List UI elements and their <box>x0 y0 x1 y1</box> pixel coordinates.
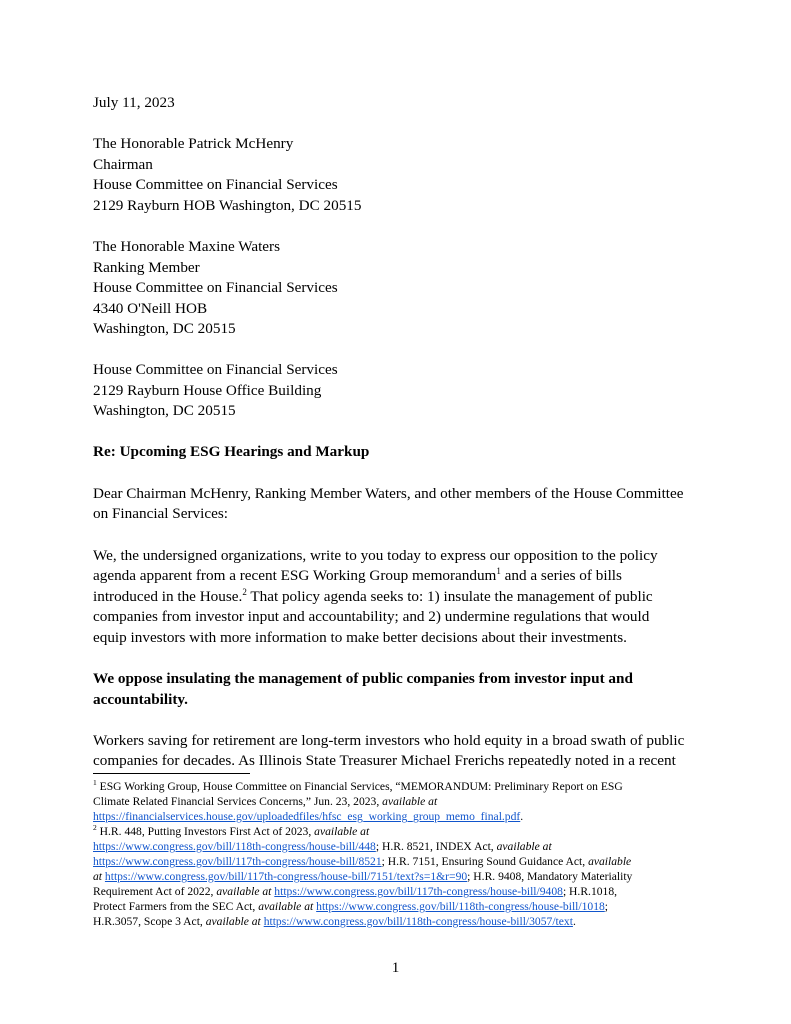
footnote-link[interactable]: https://www.congress.gov/bill/117th-congress/house-bill/8521 <box>93 855 382 868</box>
page-number: 1 <box>391 959 400 976</box>
footnote-link[interactable]: https://www.congress.gov/bill/117th-congress/house-bill/7151/text?s=1&r=90 <box>104 870 468 883</box>
footnote-link[interactable]: https://www.congress.gov/bill/118th-congress/house-bill/1018 <box>316 900 605 913</box>
footnote-link[interactable]: https://www.congress.gov/bill/118th-congress/house-bill/3057/text <box>263 915 573 928</box>
recipient-title: Chairman <box>93 156 153 173</box>
recipient-address: 4340 O'Neill HOB <box>93 300 208 317</box>
recipient-address: 2129 Rayburn HOB Washington, DC 20515 <box>93 197 362 214</box>
letter-date: July 11, 2023 <box>93 94 175 111</box>
recipient-name: The Honorable Maxine Waters <box>93 238 281 255</box>
letter-page: July 11, 2023 The Honorable Patrick McHenry Chairman House Committee on Financial Services 2129 Rayburn HOB Washington, DC 20515 The Honorable Maxine Waters Ranking Member House Committee on Financial Services 4340 O'Neill HOB Washington, DC 20515 House Committee on Financial Services 2129 Rayburn House Office Building Washington, DC 20515 Re: Upcoming ESG Hearings and Markup Dear Chairman McHenry, Ranking Member Waters, and other members of the House Committee on Financial Services: We, the undersigned organizations, write to you today to express our opposition to the policy agenda apparent from a recent ESG Working Group memorandum$^1$ and a series of bills introduced in the House.$^2$ That policy agenda seeks to: 1) insulate the management of public companies from investor input and accountability; and 2) undermine regulations that would equip investors with more information to make better decisions about their investments. We oppose insulating the management of public companies from investor input and accountability. Workers saving for retirement are long-term investors who hold equity in a broad swath of public companies for decades. As Illinois State Treasurer Michael Frerichs repeatedly noted in a recent $^1$ ESG Working Group, House Committee on Financial Services, “MEMORANDUM: Preliminary Report on ESG Climate Related Financial Services Concerns,” Jun. 23, 2023, available at https://financialservices.house.gov/uploadedfiles/hfsc_esg_working_group_memo_final.pdf. $^2$ H.R. 448, Putting Investors First Act of 2023, available at https://www.congress.gov/bill/118th-congress/house-bill/448; H.R. 8521, INDEX Act, available at https://www.congress.gov/bill/117th-congress/house-bill/8521; H.R. 7151, Ensuring Sound Guidance Act, available at https://www.congress.gov/bill/117th-congress/house-bill/7151/text?s=1&r=90; H.R. 9408, Mandatory Materiality Requirement Act of 2022, available at https://www.congress.gov/bill/117th-congress/house-bill/9408; H.R.1018, Protect Farmers from the SEC Act, available at https://www.congress.gov/bill/118th-congress/house-bill/1018; H.R.3057, Scope 3 Act, available at https://www.congress.gov/bill/118th-congress/house-bill/3057/text. 1 <box>0 0 791 1024</box>
recipient-address: Washington, DC 20515 <box>93 402 236 419</box>
recipient-title: Ranking Member <box>93 259 200 276</box>
footnote-link[interactable]: https://www.congress.gov/bill/118th-congress/house-bill/448 <box>93 840 376 853</box>
footnote-ref-2[interactable]: 2 <box>242 586 247 597</box>
recipient-name: The Honorable Patrick McHenry <box>93 135 294 152</box>
footnote-link[interactable]: https://www.congress.gov/bill/117th-congress/house-bill/9408 <box>274 885 563 898</box>
subject-line: Re: Upcoming ESG Hearings and Markup <box>93 443 370 460</box>
recipient-org: House Committee on Financial Services <box>93 279 338 296</box>
recipient-address: 2129 Rayburn House Office Building <box>93 382 322 399</box>
recipient-org: House Committee on Financial Services <box>93 176 338 193</box>
footnote-divider <box>93 773 250 774</box>
recipient-org: House Committee on Financial Services <box>93 361 338 378</box>
footnote-link[interactable]: https://financialservices.house.gov/uploadedfiles/hfsc_esg_working_group_memo_final.pdf <box>93 810 521 823</box>
recipient-address: Washington, DC 20515 <box>93 320 236 337</box>
footnote-ref-1[interactable]: 1 <box>496 565 501 576</box>
